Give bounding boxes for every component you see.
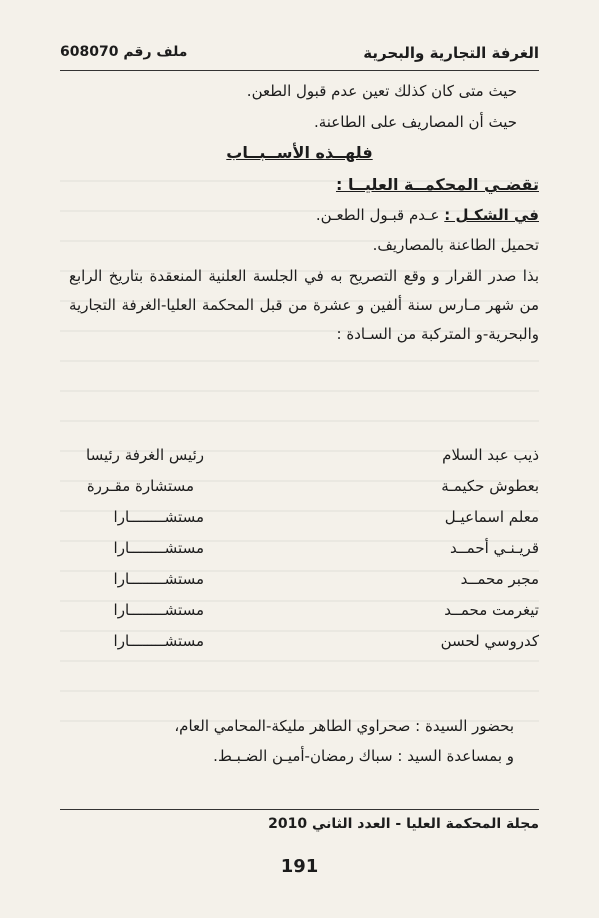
attorney-general-line: بحضور السيدة : صحراوي الطاهر مليكة-المحامي العام، bbox=[174, 717, 514, 735]
footer-rule bbox=[60, 809, 539, 810]
panel-member-role: مستشــــــــارا bbox=[113, 539, 204, 557]
pronouncement-paragraph: بذا صدر القرار و وقع التصريح به في الجلسة العلنية المنعقدة بتاريخ الرابع من شهر مـارس سنة ألفين و عشرة من قبل المحكمة العليا-الغرفة التجارية والبحرية-و المتركبة من السـادة : bbox=[69, 267, 539, 343]
panel-member-role: مستشارة مقـررة bbox=[86, 477, 194, 495]
court-ruling-heading: تقضـي المحكمــة العليــا : bbox=[335, 175, 539, 194]
panel-member-name: ذيب عبد السلام bbox=[442, 446, 539, 464]
line-inadmissible: حيث متى كان كذلك تعين عدم قبول الطعن. bbox=[246, 82, 517, 100]
form-ruling bbox=[316, 206, 539, 224]
panel-member-role: مستشــــــــارا bbox=[113, 508, 204, 526]
panel-member-name: تيغرمت محمــد bbox=[444, 601, 539, 619]
journal-title: مجلة المحكمة العليا - العدد الثاني 2010 bbox=[268, 816, 539, 832]
file-number: ملف رقم 608070 bbox=[60, 44, 188, 60]
page-number: 191 bbox=[280, 856, 319, 877]
panel-member-role: مستشــــــــارا bbox=[113, 632, 204, 650]
panel-member-role: رئيس الغرفة رئيسا bbox=[86, 446, 204, 464]
panel-member-role: مستشــــــــارا bbox=[113, 570, 204, 588]
form-label: في الشكـل : bbox=[444, 206, 539, 224]
panel-member-name: مجبر محمــد bbox=[460, 570, 539, 588]
panel-member-name: كدروسي لحسن bbox=[440, 632, 539, 650]
reasons-heading: فلهــذه الأســبــاب bbox=[226, 143, 373, 162]
panel-member-role: مستشــــــــارا bbox=[113, 601, 204, 619]
panel-member-name: بعطوش حكيمـة bbox=[441, 477, 539, 495]
form-text: عـدم قبـول الطعـن. bbox=[315, 206, 440, 224]
costs-ruling: تحميل الطاعنة بالمصاريف. bbox=[372, 236, 539, 254]
panel-member-name: قريـنـي أحمــد bbox=[450, 539, 539, 557]
chamber-title: الغرفة التجارية والبحرية bbox=[363, 44, 539, 62]
line-costs-reason: حيث أن المصاريف على الطاعنة. bbox=[313, 113, 517, 131]
header-rule bbox=[60, 70, 539, 71]
clerk-line: و بمساعدة السيد : سباك رمضان-أميـن الضـبـط. bbox=[213, 747, 514, 765]
panel-member-name: معلم اسماعيـل bbox=[444, 508, 539, 526]
